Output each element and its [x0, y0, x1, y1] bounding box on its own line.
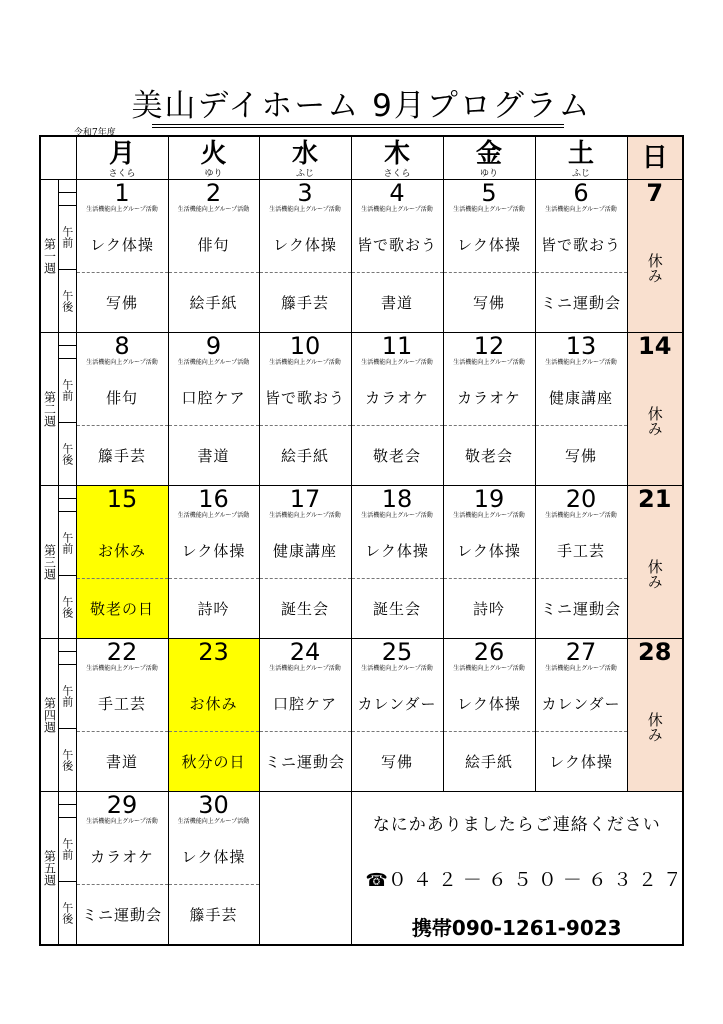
day-cell: [443, 333, 535, 486]
day-number: 16: [198, 485, 229, 513]
sunday-number: 7: [646, 179, 664, 207]
pm-label: [59, 729, 76, 792]
day-number: 30: [198, 791, 229, 819]
header-thu: 木 さくら: [351, 136, 443, 180]
pm-activity: ミニ運動会: [540, 600, 621, 618]
day-number: 11: [381, 332, 413, 360]
week-label-cell: [40, 333, 76, 486]
activity-note: 生活機能向上グループ活動: [86, 665, 158, 672]
header-tue: 火 ゆり: [168, 136, 259, 180]
pm-activity: 誕生会: [280, 600, 329, 618]
activity-note: 生活機能向上グループ活動: [86, 818, 158, 825]
sunday-rest: [628, 510, 683, 638]
am-activity: 俳句: [77, 369, 168, 426]
pm-activity: 誕生会: [372, 600, 421, 618]
pm-label: [59, 270, 76, 333]
am-activity: 皆で歌おう: [536, 216, 627, 273]
activity-note: 生活機能向上グループ活動: [269, 359, 341, 366]
activity-note: 生活機能向上グループ活動: [453, 665, 525, 672]
activity-note: 生活機能向上グループ活動: [453, 206, 525, 213]
day-number: 15: [106, 485, 138, 513]
day-number: 4: [389, 179, 405, 207]
day-number: 12: [473, 332, 505, 360]
pm-activity: 敬老会: [464, 447, 513, 465]
activity-note: 生活機能向上グループ活動: [545, 512, 617, 519]
day-cell: [76, 486, 168, 639]
week-label-text: 第五週: [42, 850, 57, 886]
title-underline-1: [152, 124, 564, 125]
day-number: 19: [473, 485, 505, 513]
week-stub: [59, 333, 76, 346]
am-label: [59, 512, 76, 576]
activity-note: 生活機能向上グループ活動: [361, 665, 433, 672]
day-cell: [259, 639, 351, 792]
day-cell: [259, 333, 351, 486]
am-activity: カレンダー: [536, 675, 627, 732]
pm-activity: 敬老会: [372, 447, 421, 465]
activity-note: 生活機能向上グループ活動: [545, 665, 617, 672]
week-stub: [59, 639, 76, 652]
contact-cell: [351, 792, 688, 946]
era-label: 令和7年度: [74, 128, 116, 138]
rest-label: 休み: [645, 253, 664, 283]
day-number: 9: [205, 332, 222, 360]
am-label: [59, 359, 76, 423]
sunday-number: 14: [638, 332, 672, 360]
pm-activity: 書道: [380, 294, 413, 312]
week-label-text: 第二週: [42, 391, 57, 427]
pm-activity: 詩吟: [197, 600, 230, 618]
week-label-cell: [40, 639, 76, 792]
week-row: [40, 180, 683, 333]
week-label: [41, 792, 59, 944]
day-cell: [168, 180, 259, 333]
pm-activity: 詩吟: [472, 600, 505, 618]
pm-label: [59, 882, 76, 945]
week-label: [41, 639, 59, 791]
am-label-text: 午前: [60, 838, 74, 861]
week-stub: [59, 346, 76, 359]
am-activity: 手工芸: [536, 522, 627, 579]
week-label-cell: [40, 180, 76, 333]
pm-activity: 秋分の日: [181, 753, 246, 771]
day-number: 22: [106, 638, 138, 666]
pm-label-text: 午後: [60, 748, 74, 771]
am-activity: 俳句: [169, 216, 259, 273]
activity-note: 生活機能向上グループ活動: [545, 359, 617, 366]
phone-number: ０４２－６５０－６３２７: [387, 869, 688, 891]
pm-label-text: 午後: [60, 901, 74, 924]
activity-note: 生活機能向上グループ活動: [177, 206, 250, 213]
week-stub: [59, 486, 76, 499]
day-cell: [535, 639, 627, 792]
activity-note: 生活機能向上グループ活動: [86, 206, 158, 213]
week-label-cell: [40, 792, 76, 946]
pm-label: [59, 576, 76, 639]
sunday-cell: [627, 180, 683, 333]
activity-note: 生活機能向上グループ活動: [86, 359, 158, 366]
day-cell: [351, 486, 443, 639]
week-label-text: 第四週: [42, 697, 57, 733]
week-row: [40, 792, 683, 946]
sunday-rest: [628, 357, 683, 485]
pm-activity: 写佛: [564, 447, 597, 465]
am-activity: 口腔ケア: [260, 675, 351, 732]
pm-activity: ミニ運動会: [264, 753, 345, 771]
pm-label-text: 午後: [60, 289, 74, 312]
rest-label: 休み: [645, 406, 664, 436]
day-cell: [259, 486, 351, 639]
day-number: 25: [381, 638, 413, 666]
day-number: 1: [114, 179, 130, 207]
contact-mobile: 携帯090-1261-9023: [411, 916, 622, 940]
header-wed: 水 ふじ: [259, 136, 351, 180]
day-cell: [443, 180, 535, 333]
sunday-rest: [628, 204, 683, 332]
day-cell: [76, 639, 168, 792]
week-label: [41, 333, 59, 485]
am-label-text: 午前: [60, 379, 74, 402]
week-stub: [59, 805, 76, 818]
day-cell: [76, 180, 168, 333]
am-activity: 手工芸: [77, 675, 168, 732]
week-row: [40, 486, 683, 639]
pm-activity: 絵手紙: [464, 753, 513, 771]
day-number: 5: [481, 179, 497, 207]
contact-message: なにかありましたらご連絡ください: [372, 815, 661, 835]
day-cell: [168, 639, 259, 792]
day-number: 18: [381, 485, 413, 513]
am-activity: レク体操: [444, 675, 535, 732]
week-stub: [59, 499, 76, 512]
day-cell: [443, 639, 535, 792]
am-label-text: 午前: [60, 685, 74, 708]
pm-activity: 絵手紙: [189, 294, 238, 312]
am-activity: レク体操: [352, 522, 443, 579]
day-number: 29: [106, 791, 138, 819]
pm-activity: 書道: [197, 447, 230, 465]
pm-activity: 籐手芸: [97, 447, 146, 465]
activity-note: 生活機能向上グループ活動: [177, 359, 250, 366]
pm-activity: レク体操: [549, 753, 613, 771]
am-label: [59, 206, 76, 270]
day-number: 6: [573, 179, 589, 207]
pm-activity: 絵手紙: [280, 447, 329, 465]
day-number: 8: [114, 332, 130, 360]
activity-note: 生活機能向上グループ活動: [177, 512, 250, 519]
am-activity: 口腔ケア: [169, 369, 259, 426]
week-stub: [59, 180, 76, 193]
activity-note: 生活機能向上グループ活動: [545, 206, 617, 213]
week-label-text: 第一週: [42, 238, 57, 274]
sunday-rest: [628, 663, 683, 791]
day-number: 3: [297, 179, 313, 207]
am-activity: カラオケ: [352, 369, 443, 426]
day-cell: [168, 486, 259, 639]
am-activity: 健康講座: [260, 522, 351, 579]
sunday-number: 21: [638, 485, 672, 513]
week-row: [40, 333, 683, 486]
header-sat: 土 ふじ: [535, 136, 627, 180]
week-stub: [59, 652, 76, 665]
am-activity: お休み: [77, 522, 168, 579]
day-cell: [168, 333, 259, 486]
activity-note: 生活機能向上グループ活動: [453, 512, 525, 519]
day-cell: [351, 639, 443, 792]
pm-activity: 写佛: [472, 294, 505, 312]
week-label: [41, 486, 59, 638]
day-cell: [168, 792, 259, 946]
page-title: 美山デイホーム 9月プログラム: [131, 88, 592, 124]
sunday-cell: [627, 639, 683, 792]
week-label-cell: [40, 486, 76, 639]
pm-activity: 書道: [105, 753, 138, 771]
pm-activity: 籐手芸: [189, 906, 238, 924]
pm-activity: 写佛: [380, 753, 413, 771]
pm-activity: 籐手芸: [280, 294, 329, 312]
activity-note: 生活機能向上グループ活動: [269, 206, 341, 213]
activity-note: 生活機能向上グループ活動: [177, 818, 250, 825]
activity-note: 生活機能向上グループ活動: [269, 665, 341, 672]
day-cell: [535, 486, 627, 639]
day-number: 2: [205, 179, 222, 207]
pm-activity: 敬老の日: [89, 600, 154, 618]
day-number: 10: [289, 332, 321, 360]
pm-activity: ミニ運動会: [81, 906, 162, 924]
sunday-cell: [627, 333, 683, 486]
week-stub: [59, 193, 76, 206]
week-label-text: 第三週: [42, 544, 57, 580]
am-label: [59, 665, 76, 729]
day-number: 24: [289, 638, 321, 666]
activity-note: 生活機能向上グループ活動: [361, 359, 433, 366]
am-activity: 健康講座: [536, 369, 627, 426]
pm-label-text: 午後: [60, 442, 74, 465]
am-activity: お休み: [169, 675, 259, 732]
day-number: 17: [289, 485, 321, 513]
am-label: [59, 818, 76, 882]
week-row: [40, 639, 683, 792]
empty-day-cell: [259, 792, 351, 946]
am-activity: 皆で歌おう: [352, 216, 443, 273]
header-mon: 月 さくら: [76, 136, 168, 180]
header-corner: [40, 136, 76, 180]
am-activity: レク体操: [169, 522, 259, 579]
activity-note: 生活機能向上グループ活動: [453, 359, 525, 366]
am-label-text: 午前: [60, 532, 74, 555]
am-activity: レク体操: [444, 522, 535, 579]
contact-phone: [365, 865, 688, 892]
day-cell: [76, 792, 168, 946]
rest-label: 休み: [645, 712, 664, 742]
am-activity: 皆で歌おう: [260, 369, 351, 426]
rest-label: 休み: [645, 559, 664, 589]
pm-label: [59, 423, 76, 486]
am-activity: レク体操: [77, 216, 168, 273]
title-underline-2: [152, 127, 564, 128]
am-activity: カラオケ: [77, 828, 168, 885]
day-number: 27: [565, 638, 597, 666]
day-cell: [259, 180, 351, 333]
day-cell: [535, 333, 627, 486]
am-activity: カラオケ: [444, 369, 535, 426]
header-fri: 金 ゆり: [443, 136, 535, 180]
day-number: 20: [565, 485, 597, 513]
header-sun: 日: [627, 136, 683, 180]
day-cell: [351, 333, 443, 486]
am-activity: カレンダー: [352, 675, 443, 732]
am-label-text: 午前: [60, 226, 74, 249]
day-number: 23: [198, 638, 229, 666]
day-cell: [351, 180, 443, 333]
sunday-number: 28: [638, 638, 672, 666]
day-cell: [535, 180, 627, 333]
pm-activity: ミニ運動会: [540, 294, 621, 312]
pm-activity: 写佛: [105, 294, 138, 312]
day-number: 26: [473, 638, 505, 666]
week-stub: [59, 792, 76, 805]
week-label: [41, 180, 59, 332]
pm-label-text: 午後: [60, 595, 74, 618]
activity-note: 生活機能向上グループ活動: [269, 512, 341, 519]
am-activity: レク体操: [260, 216, 351, 273]
am-activity: レク体操: [444, 216, 535, 273]
activity-note: 生活機能向上グループ活動: [361, 206, 433, 213]
program-calendar: [39, 135, 688, 946]
am-activity: レク体操: [169, 828, 259, 885]
activity-note: 生活機能向上グループ活動: [361, 512, 433, 519]
day-cell: [443, 486, 535, 639]
day-cell: [76, 333, 168, 486]
day-number: 13: [565, 332, 597, 360]
header-row: [40, 136, 683, 180]
telephone-icon: ☎: [365, 870, 388, 891]
sunday-cell: [627, 486, 683, 639]
